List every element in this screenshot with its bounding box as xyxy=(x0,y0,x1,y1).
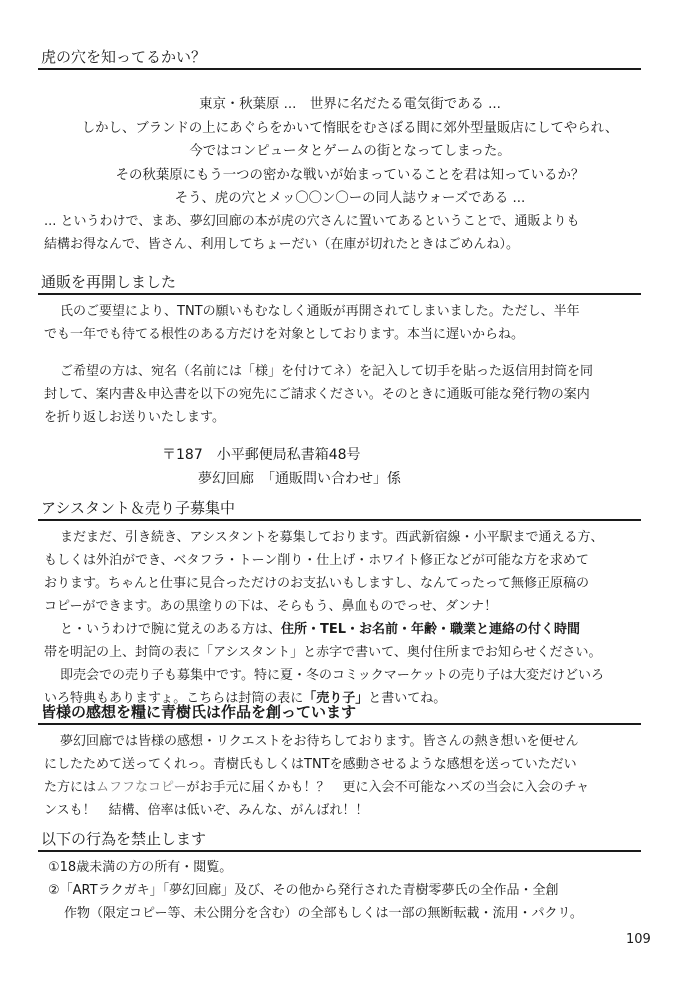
section-heading-mail-order: 通販を再開しました xyxy=(38,271,641,295)
intro-line: 東京・秋葉原 ... 世界に名だたる電気街である ... xyxy=(199,97,501,112)
body-text: と・いうわけで腕に覚えのある方は、 xyxy=(60,622,282,637)
intro-text xyxy=(30,93,670,211)
body-text: がお手元に届くかも！？ 更に入会不可能なハズの当会に入会のチャ xyxy=(186,780,590,795)
section-heading-feedback: 皆様の感想を糧に青樹氏は作品を創っています xyxy=(38,701,641,725)
body-line: おります。ちゃんと仕事に見合っただけのお支払いもしますし、なんてったって無修正原稿の xyxy=(44,576,589,591)
body-line: ご希望の方は、宛名（名前には「様」を付けてネ）を記入して切手を貼った返信用封筒を同 xyxy=(60,364,594,379)
address-line: 〒187 小平郵便局私書箱48号 xyxy=(162,447,361,463)
address-line: 夢幻回廊 「通販問い合わせ」係 xyxy=(198,471,401,487)
body-line: 夢幻回廊では皆様の感想・リクエストをお待ちしております。皆さんの熱き想いを便せん xyxy=(60,734,579,749)
body-line: ンスも！ 結構、倍率は低いぞ、みんな、がんばれ！！ xyxy=(44,803,369,818)
intro-line: しかし、ブランドの上にあぐらをかいて惰眠をむさぼる間に郊外型量販店にしてやられ、 xyxy=(81,120,619,136)
body-line: 封して、案内書＆申込書を以下の宛先にご請求ください。そのときに通販可能な発行物の案内 xyxy=(44,387,590,402)
body-line: 即売会での売り子も募集中です。特に夏・冬のコミックマーケットの売り子は大変だけどいろ xyxy=(60,668,605,683)
body-line xyxy=(44,776,589,799)
intro-line: そう、虎の穴とメッ〇〇ン〇ーの同人誌ウォーズである ... xyxy=(174,191,526,207)
list-item: ②「ARTラクガキ」「夢幻回廊」及び、その他から発行された青樹零夢氏の全作品・全創 xyxy=(48,883,559,898)
intro-line: その秋葉原にもう一つの密かな戦いが始まっていることを君は知っているか？ xyxy=(115,167,585,183)
section-heading-prohibited: 以下の行為を禁止します xyxy=(38,828,641,852)
body-text: いろ特典もありますょ。こちらは封筒の表に xyxy=(44,691,304,706)
body-line: ... というわけで、まあ、夢幻回廊の本が虎の穴さんに置いてあるということで、通販よりも xyxy=(44,214,580,229)
highlight-uriko: 「売り子」 xyxy=(303,691,369,706)
body-line: を折り返しお送りいたします。 xyxy=(44,410,225,425)
mail-order-paragraph-1 xyxy=(44,300,580,346)
body-text: た方には xyxy=(44,780,97,795)
section-heading-assistant: アシスタント＆売り子募集中 xyxy=(38,497,641,521)
body-line: コピーができます。あの黒塗りの下は、そらもう、鼻血ものでっせ、ダンナ！ xyxy=(44,599,498,614)
body-line: 氏のご要望により、TNTの願いもむなしく通販が再開されてしまいました。ただし、半年 xyxy=(60,304,580,319)
mail-order-paragraph-2 xyxy=(44,360,593,429)
body-line: にしたためて送ってくれっ。青樹氏もしくはTNTを感動させるような感想を送っていただい xyxy=(44,757,577,772)
body-text: と書いてね。 xyxy=(368,691,447,706)
list-item: 作物（限定コピー等、未公開分を含む）の全部もしくは一部の無断転載・流用・パクリ。 xyxy=(64,906,583,921)
section-heading-toranoana: 虎の穴を知ってるかい？ xyxy=(38,46,641,70)
prohibited-list xyxy=(48,856,583,925)
highlight-copy: ムフフなコピー xyxy=(96,780,187,795)
body-line: まだまだ、引き続き、アシスタントを募集しております。西武新宿線・小平駅まで通える方、 xyxy=(60,530,604,545)
postal-address xyxy=(162,443,401,491)
list-item: ①18歳未満の方の所有・閲覧。 xyxy=(48,860,233,875)
highlight-contact-info: 住所・TEL・お名前・年齢・職業と連絡の付く時間 xyxy=(281,622,581,637)
body-line: 結構お得なんで、皆さん、利用してちょーだい（在庫が切れたときはごめんね）。 xyxy=(44,237,520,252)
feedback-text xyxy=(44,730,589,822)
body-line xyxy=(44,618,604,641)
page-number: 109 xyxy=(626,932,651,947)
body-line: もしくは外泊ができ、ベタフラ・トーン削り・仕上げ・ホワイト修正などが可能な方を求めて xyxy=(44,553,589,568)
section-body xyxy=(44,210,580,256)
body-line: 帯を明記の上、封筒の表に「アシスタント」と赤字で書いて、奥付住所までお知らせください。 xyxy=(44,645,602,660)
intro-line: 今ではコンピュータとゲームの街となってしまった。 xyxy=(189,144,511,160)
body-line: でも一年でも待てる根性のある方だけを対象としております。本当に遅いからね。 xyxy=(44,327,524,342)
assistant-text xyxy=(44,526,604,710)
